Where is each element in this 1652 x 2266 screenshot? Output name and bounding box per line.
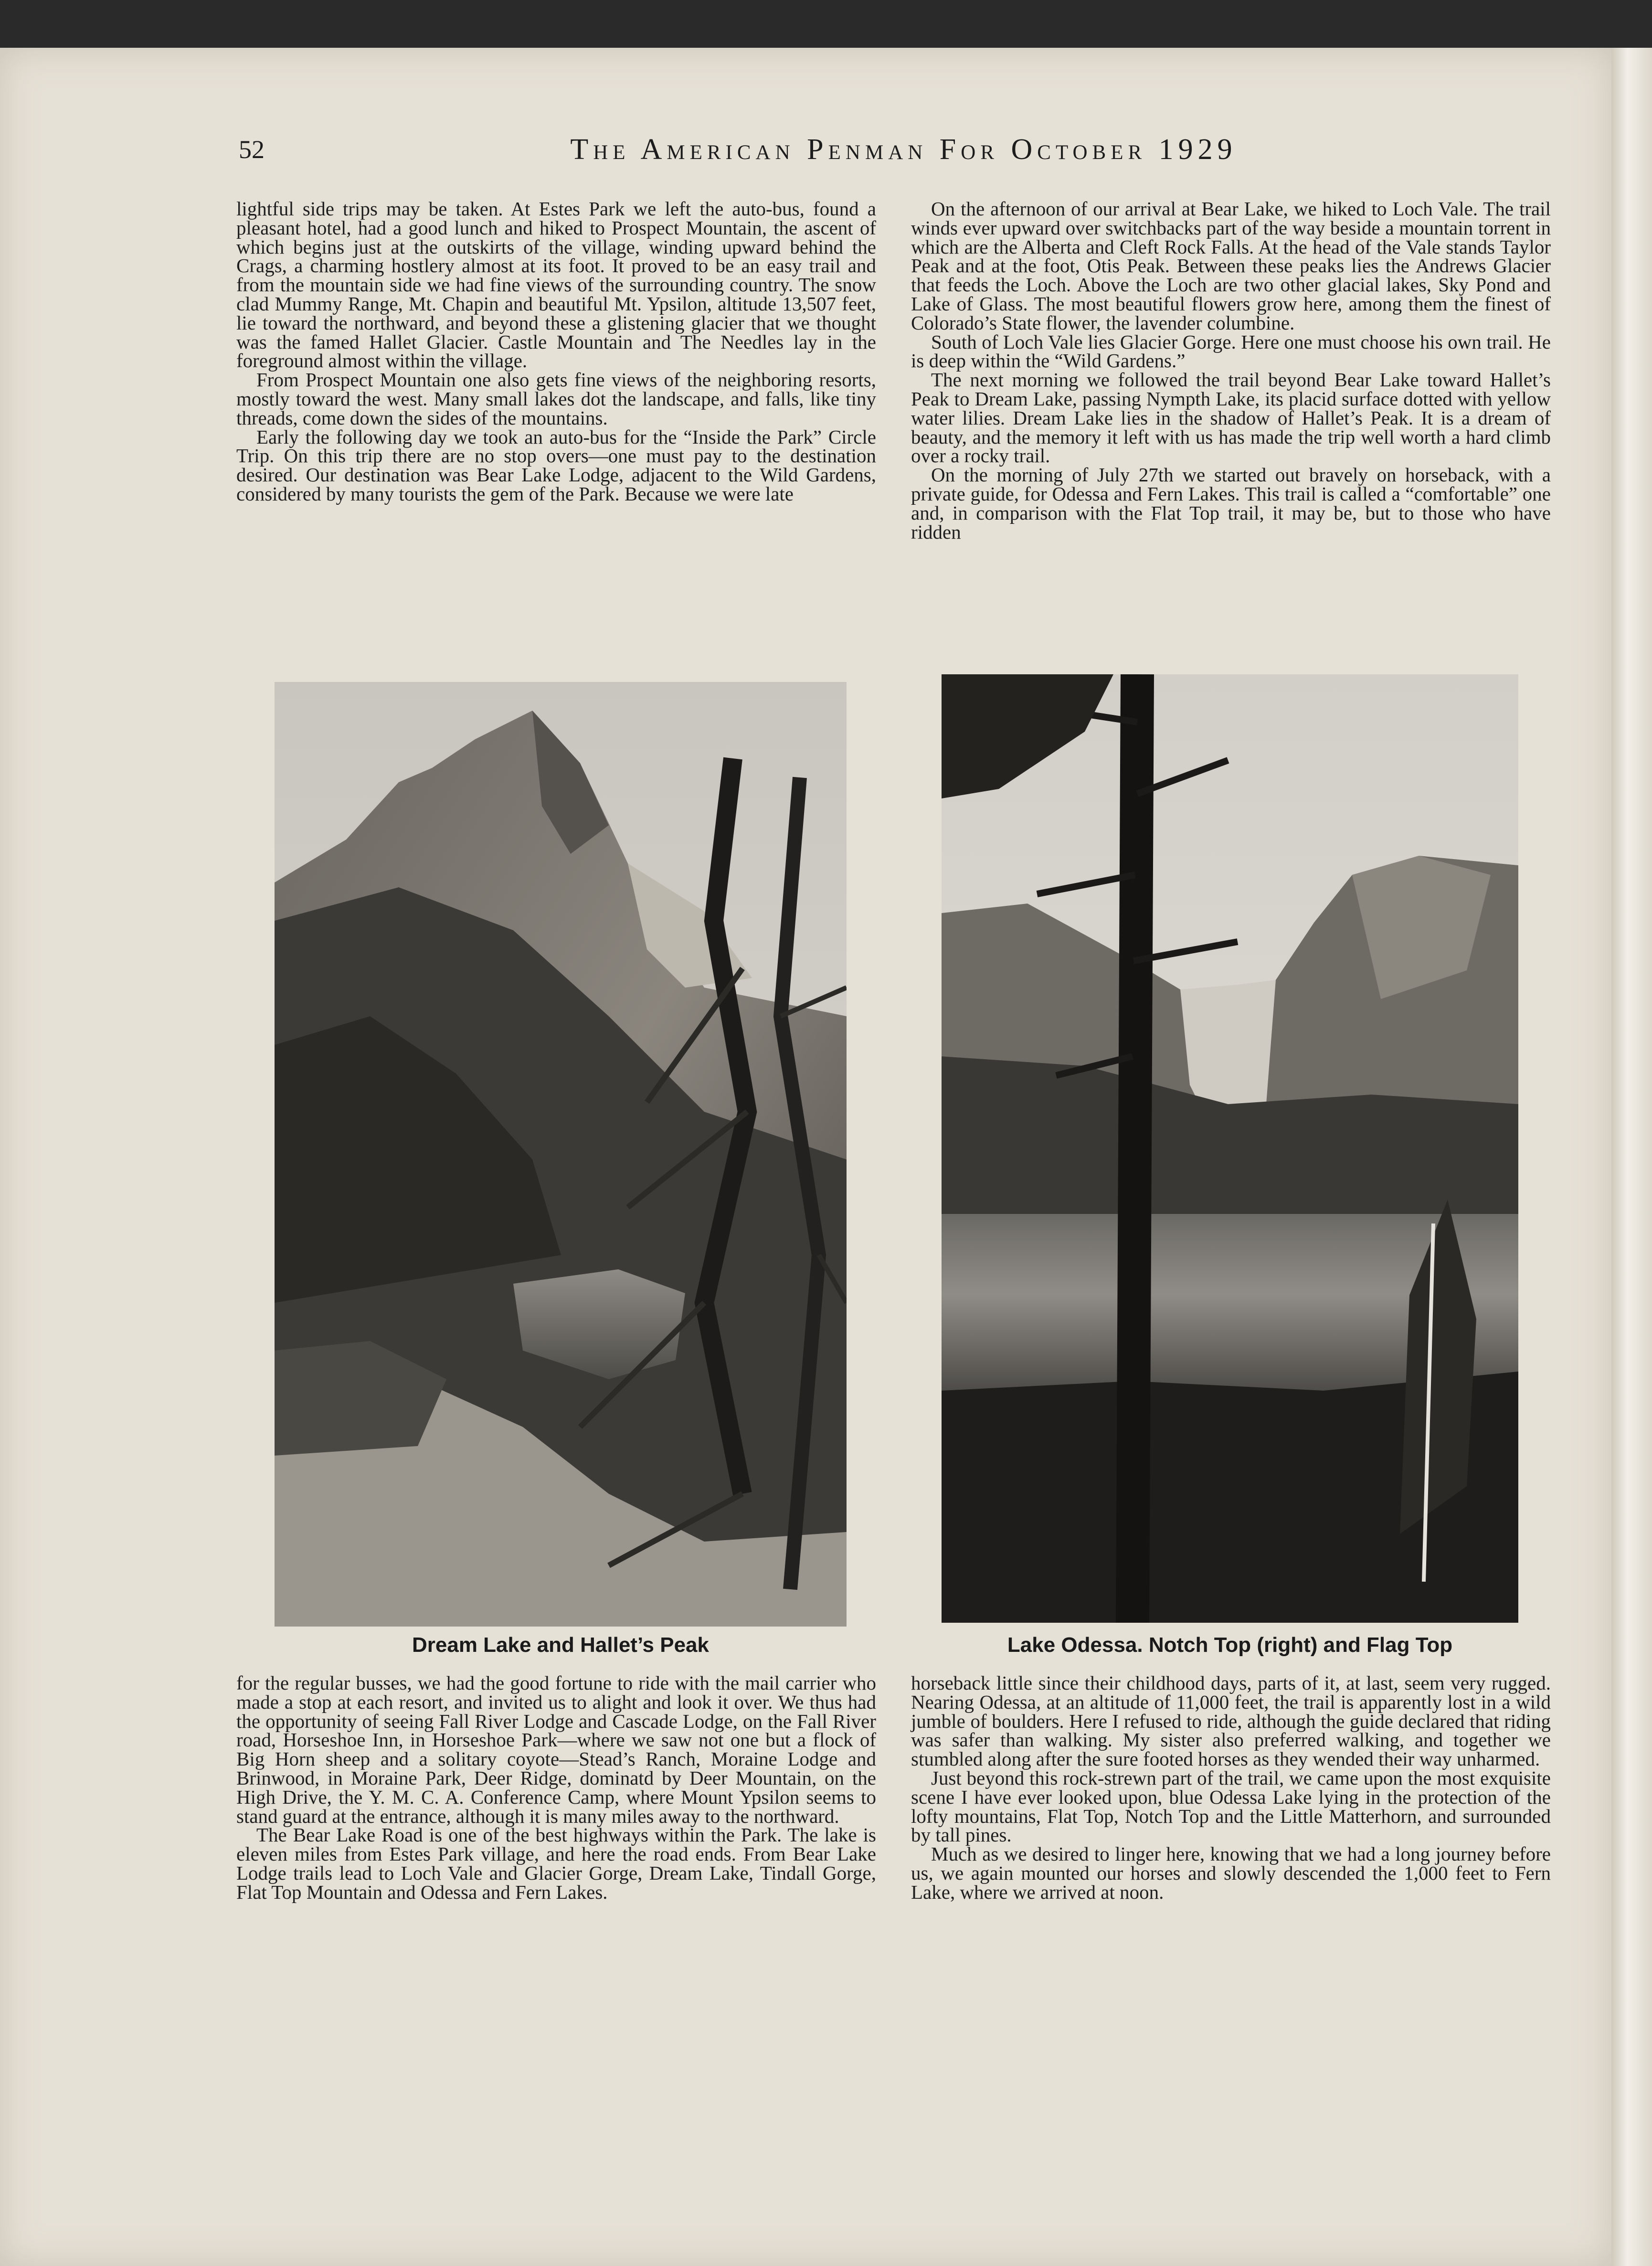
page-header (239, 135, 1568, 178)
paragraph: The Bear Lake Road is one of the best highways within the Park. The lake is eleven miles from Estes Park village, and here the road ends. From Bear Lake Lodge trails lead to Loch Vale and Glacier Gorge, Dream Lake, Tindall Gorge, Flat Top Mountain and Odessa and Fern Lakes. (236, 1824, 876, 1903)
left-column-top (236, 200, 876, 504)
page-number: 52 (239, 135, 265, 164)
paragraph: From Prospect Mountain one also gets fine views of the neighboring resorts, mostly toward the west. Many small lakes dot the landscape, and falls, like tiny threads, come down the sides of the mountains. (236, 369, 876, 429)
paragraph: On the afternoon of our arrival at Bear Lake, we hiked to Loch Vale. The trail winds ever upward over switchbacks part of the way beside a mountain torrent in which are the Alberta and Cleft Rock Falls. At the head of the Vale stands Taylor Peak and at the foot, Otis Peak. Between these peaks lies the Andrews Glacier that feeds the Loch. Above the Loch are two other glacial lakes, Sky Pond and Lake of Glass. The most beautiful flowers grow here, among them the finest of Colorado’s State flower, the lavender columbine. (911, 198, 1551, 334)
paragraph: The next morning we followed the trail beyond Bear Lake toward Hallet’s Peak to Dream Lake, passing Nympth Lake, its placid surface dotted with yellow water lilies. Dream Lake lies in the shadow of Hallet’s Peak. It is a dream of beauty, and the memory it left with us has made the trip well worth a hard climb over a rocky trail. (911, 369, 1551, 467)
paragraph: South of Loch Vale lies Glacier Gorge. Here one must choose his own trail. He is deep within the “Wild Gardens.” (911, 330, 1551, 372)
left-column-bottom (236, 1674, 876, 1902)
caption-right: Lake Odessa. Notch Top (right) and Flag Top (1007, 1633, 1453, 1657)
paragraph: Early the following day we took an auto-bus for the “Inside the Park” Circle Trip. On this trip there are no stop overs—one must pay to the destination desired. Our destination was Bear Lake Lodge, adjacent to the Wild Gardens, considered by many tourists the gem of the Park. Because we were late (236, 426, 876, 505)
photo-dream-lake (275, 682, 847, 1627)
paragraph: On the morning of July 27th we started out bravely on horseback, with a private guide, for Odessa and Fern Lakes. This trail is called a “comfortable” one and, in comparison with the Flat Top trail, it may be, but to those who have ridden (911, 464, 1551, 543)
paragraph: lightful side trips may be taken. At Estes Park we left the auto-bus, found a pleasant hotel, had a good lunch and hiked to Prospect Mountain, the ascent of which begins just at the outskirts of the village, winding upward behind the Crags, a charming hostlery almost at its foot. It proved to be an easy trail and from the mountain side we had fine views of the surrounding country. The snow clad Mummy Range, Mt. Chapin and beautiful Mt. Ypsilon, altitude 13,507 feet, lie toward the northward, and beyond these a glistening glacier that we thought was the famed Hallet Glacier. Castle Mountain and The Needles lay in the foreground almost within the village. (236, 198, 876, 372)
photo-lake-odessa (942, 674, 1518, 1623)
paragraph: for the regular busses, we had the good fortune to ride with the mail carrier who made a stop at each resort, and invited us to alight and look it over. We thus had the opportunity of seeing Fall River Lodge and Cascade Lodge, on the Fall River road, Horseshoe Inn, in Horseshoe Park—where we saw not one but a flock of Big Horn sheep and a solitary coyote—Stead’s Ranch, Moraine Lodge and Brinwood, in Moraine Park, Deer Ridge, dominatd by Deer Mountain, on the High Drive, the Y. M. C. A. Conference Camp, where Mount Ypsilon seems to stand guard at the entrance, although it is many miles away to the northward. (236, 1672, 876, 1827)
page-edge (1611, 48, 1652, 2266)
caption-left: Dream Lake and Hallet’s Peak (412, 1633, 709, 1657)
right-column-top (911, 200, 1551, 542)
paragraph: Just beyond this rock-strewn part of the trail, we came upon the most exquisite scene I have ever looked upon, blue Odessa Lake lying in the protection of the lofty mountains, Flat Top, Notch Top and the Little Matterhorn, and surrounded by tall pines. (911, 1766, 1551, 1846)
right-column-bottom (911, 1674, 1551, 1902)
lake-odessa-illustration (942, 674, 1518, 1623)
running-head: The American Penman For October 1929 (570, 133, 1237, 166)
paragraph: Much as we desired to linger here, knowing that we had a long journey before us, we again mounted our horses and slowly descended the 1,000 feet to Fern Lake, where we arrived at noon. (911, 1843, 1551, 1903)
mountain-lake-illustration (275, 682, 847, 1627)
paragraph: horseback little since their childhood days, parts of it, at last, seem very rugged. Nearing Odessa, at an altitude of 11,000 feet, the trail is apparently lost in a wild jumble of boulders. Here I refused to ride, although the guide declared that riding was safer than walking. My sister also preferred walking, and together we stumbled along after the sure footed horses as they wended their way unharmed. (911, 1672, 1551, 1770)
